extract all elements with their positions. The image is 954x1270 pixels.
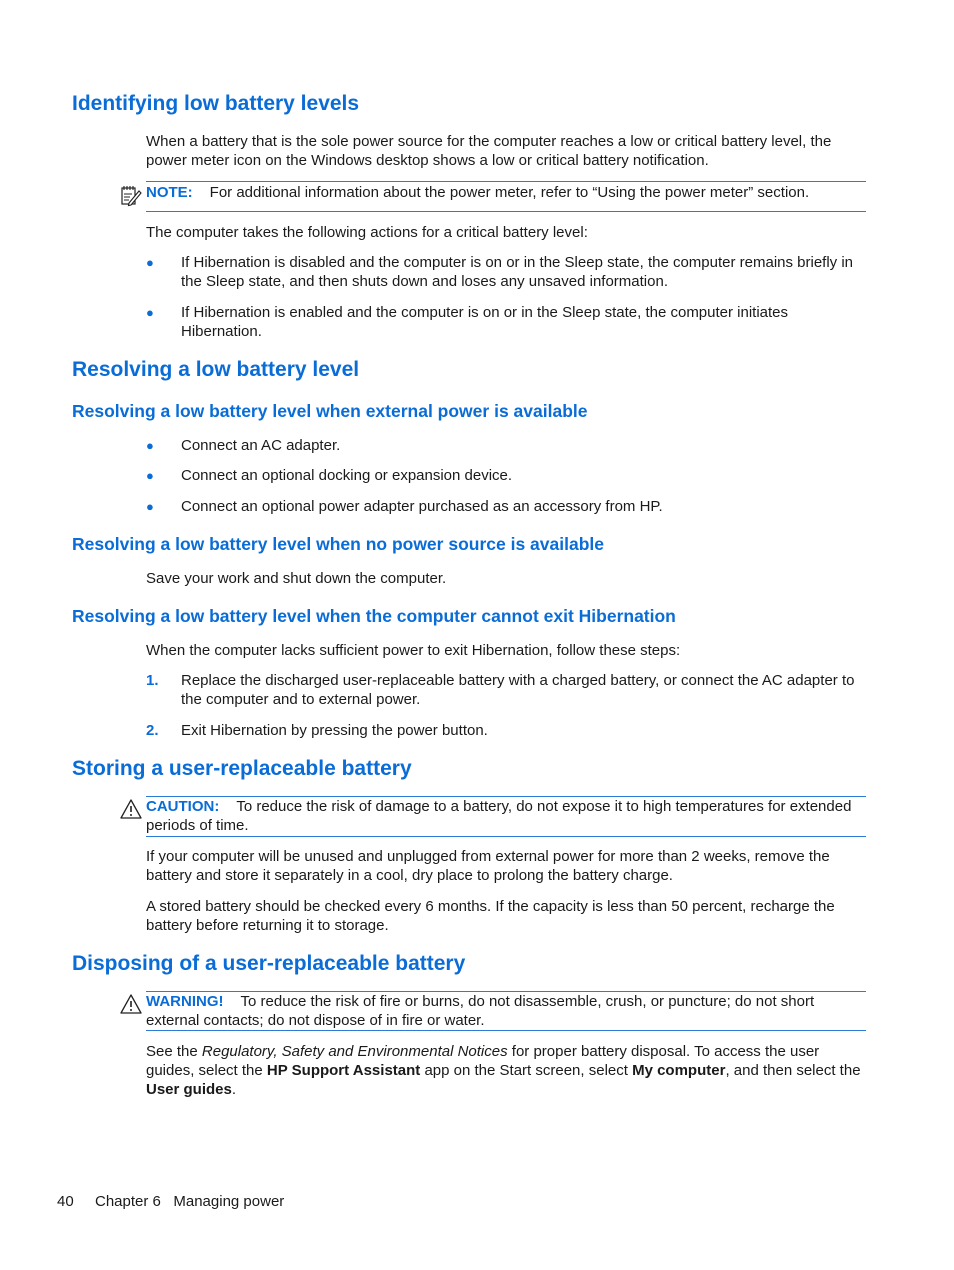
caution-label: CAUTION: <box>146 798 220 815</box>
bullet-marker: ● <box>146 255 154 270</box>
paragraph-no-power: Save your work and shut down the computer. <box>146 570 447 587</box>
list-item: Connect an AC adapter. <box>181 437 341 454</box>
heading-storing-battery: Storing a user-replaceable battery <box>72 757 412 780</box>
list-item: If Hibernation is disabled and the computer is on or in the Sleep state, the computer remains briefly in the Sleep state, and then shuts down and loses any unsaved information. <box>181 254 854 290</box>
heading-external-power: Resolving a low battery level when external power is available <box>72 401 588 421</box>
warning-bottom-rule <box>146 1030 866 1031</box>
bullet-marker: ● <box>146 438 154 453</box>
paragraph-storing-2: A stored battery should be checked every 6 months. If the capacity is less than 50 percent, recharge the battery before returning it to storage. <box>146 898 835 934</box>
caution-bottom-rule <box>146 836 866 837</box>
note-label: NOTE: <box>146 184 193 201</box>
menu-item-my-computer: My computer <box>632 1062 726 1079</box>
step-text: Exit Hibernation by pressing the power button. <box>181 722 488 739</box>
paragraph-critical-lead: The computer takes the following actions for a critical battery level: <box>146 224 588 241</box>
note-block <box>146 183 866 202</box>
text: , and then select the <box>725 1062 861 1079</box>
menu-item-user-guides: User guides <box>146 1081 232 1098</box>
paragraph-hibernation-lead: When the computer lacks sufficient power to exit Hibernation, follow these steps: <box>146 642 681 659</box>
warning-text: To reduce the risk of fire or burns, do not disassemble, crush, or puncture; do not short external contacts; do not dispose of in fire or water. <box>146 993 815 1029</box>
warning-block <box>146 992 866 1030</box>
app-name: HP Support Assistant <box>266 1062 421 1079</box>
chapter-title: Chapter 6 Managing power <box>95 1193 285 1210</box>
step-text: Replace the discharged user-replaceable battery with a charged battery, or connect the AC adapter to the computer and to external power. <box>181 672 855 708</box>
caution-block <box>146 797 866 835</box>
warning-label: WARNING! <box>146 993 224 1010</box>
heading-cannot-exit-hibernation: Resolving a low battery level when the computer cannot exit Hibernation <box>72 606 676 626</box>
text: . <box>231 1081 237 1098</box>
paragraph-storing-1: If your computer will be unused and unplugged from external power for more than 2 weeks, remove the battery and store it separately in a cool, dry place to prolong the battery charge. <box>146 848 830 884</box>
heading-resolving-low-battery: Resolving a low battery level <box>72 358 360 381</box>
text: app on the Start screen, select <box>424 1062 628 1079</box>
page-number: 40 <box>57 1193 74 1210</box>
caution-text: To reduce the risk of damage to a battery, do not expose it to high temperatures for extended periods of time. <box>146 798 852 834</box>
step-number: 2. <box>146 722 159 739</box>
heading-no-power-source: Resolving a low battery level when no power source is available <box>72 534 604 554</box>
paragraph-identifying-intro: When a battery that is the sole power source for the computer reaches a low or critical battery level, the power meter icon on the Windows desktop shows a low or critical battery notification. <box>146 133 832 169</box>
list-item: Connect an optional docking or expansion device. <box>181 467 513 484</box>
heading-identifying-low-battery: Identifying low battery levels <box>72 92 360 115</box>
text: See the <box>146 1043 198 1060</box>
note-bottom-rule <box>146 211 866 212</box>
bullet-marker: ● <box>146 468 154 483</box>
warning-triangle-icon <box>119 993 143 1020</box>
step-number: 1. <box>146 672 159 689</box>
bullet-marker: ● <box>146 499 154 514</box>
list-item: Connect an optional power adapter purchased as an accessory from HP. <box>181 498 663 515</box>
bullet-marker: ● <box>146 305 154 320</box>
paragraph-disposal <box>146 1042 866 1099</box>
note-top-rule <box>146 181 866 182</box>
text: for proper battery disposal. To access the user guides, select the <box>146 1043 820 1079</box>
heading-disposing-battery: Disposing of a user-replaceable battery <box>72 952 466 975</box>
warning-triangle-icon <box>119 798 143 825</box>
document-title: Regulatory, Safety and Environmental Notices <box>201 1043 508 1060</box>
note-text: For additional information about the power meter, refer to “Using the power meter” section. <box>209 184 810 201</box>
note-pad-icon <box>119 184 143 213</box>
list-item: If Hibernation is enabled and the computer is on or in the Sleep state, the computer initiates Hibernation. <box>181 304 789 340</box>
